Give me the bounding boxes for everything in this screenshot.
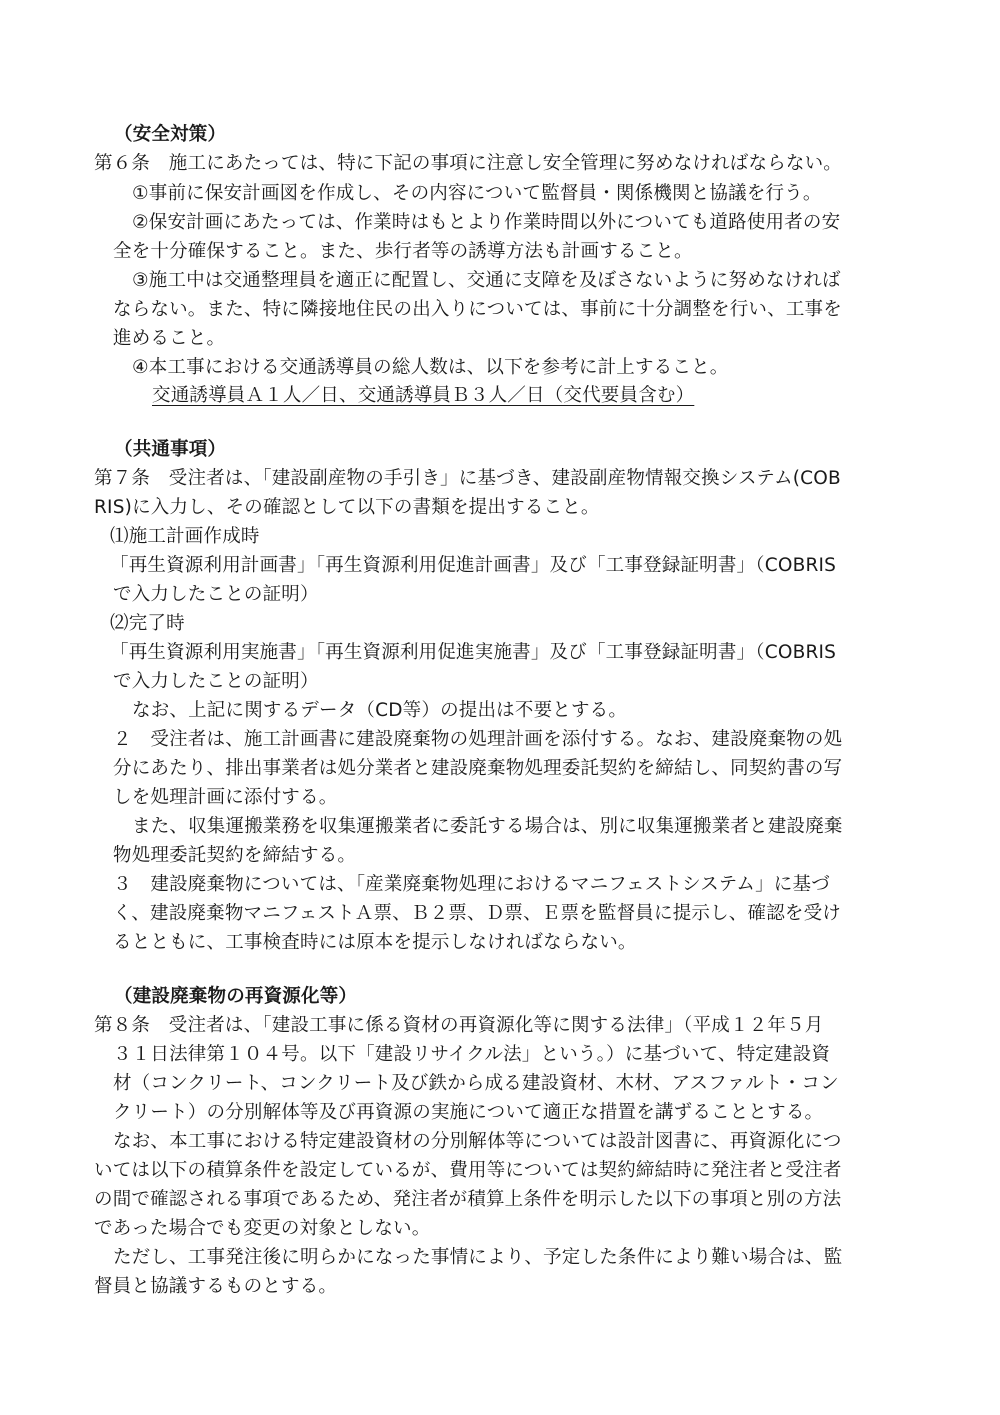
section-heading-recycling: （建設廃棄物の再資源化等）	[114, 986, 358, 1007]
article-7-line: RIS)に入力し、その確認として以下の書類を提出すること。	[94, 497, 600, 518]
article-7-sub-2-docs: 「再生資源利用実施書」「再生資源利用促進実施書」及び「工事登録証明書」（COBRIS	[110, 642, 837, 663]
article-6-item-4: ④本工事における交通誘導員の総人数は、以下を参考に計上すること。	[132, 357, 729, 378]
article-7-para-2: ２ 受注者は、施工計画書に建設廃棄物の処理計画を添付する。なお、建設廃棄物の処	[113, 729, 843, 750]
article-6-line: 第６条 施工にあたっては、特に下記の事項に注意し安全管理に努めなければならない。	[94, 153, 843, 174]
article-6-item-2: ②保安計画にあたっては、作業時はもとより作業時間以外についても道路使用者の安	[132, 212, 841, 233]
article-6-item-3: ③施工中は交通整理員を適正に配置し、交通に支障を及ぼさないように努めなければ	[132, 270, 841, 291]
article-8-proviso: ただし、工事発注後に明らかになった事情により、予定した条件により難い場合は、監	[113, 1247, 843, 1268]
article-8-line-cont: クリート）の分別解体等及び再資源の実施について適正な措置を講ずることとする。	[113, 1102, 824, 1123]
article-7-sub-1: ⑴施工計画作成時	[110, 526, 260, 547]
article-8-line: 第８条 受注者は、「建設工事に係る資材の再資源化等に関する法律」（平成１２年５月	[94, 1015, 824, 1036]
article-7-para-2-also-cont: 物処理委託契約を締結する。	[113, 845, 357, 866]
article-7-line: 第７条 受注者は、「建設副産物の手引き」に基づき、建設副産物情報交換システム(COB	[94, 468, 841, 489]
traffic-guard-count: 交通誘導員Ａ１人／日、交通誘導員Ｂ３人／日（交代要員含む）	[152, 385, 695, 406]
section-heading-common: （共通事項）	[114, 439, 227, 460]
article-7-para-3: ３ 建設廃棄物については、「産業廃棄物処理におけるマニフェストシステム」に基づ	[113, 874, 830, 895]
article-7-note: なお、上記に関するデータ（CD等）の提出は不要とする。	[132, 700, 628, 721]
section-heading-safety: （安全対策）	[114, 124, 227, 145]
article-7-sub-1-docs: 「再生資源利用計画書」「再生資源利用促進計画書」及び「工事登録証明書」（COBRIS	[110, 555, 837, 576]
article-7-sub-2: ⑵完了時	[110, 613, 185, 634]
article-7-sub-1-docs-cont: で入力したことの証明）	[113, 584, 319, 605]
article-8-proviso-cont: 督員と協議するものとする。	[94, 1276, 338, 1297]
article-8-note-cont: の間で確認される事項であるため、発注者が積算上条件を明示した以下の事項と別の方法	[94, 1189, 842, 1210]
article-7-para-3-cont: く、建設廃棄物マニフェストＡ票、Ｂ２票、Ｄ票、Ｅ票を監督員に提示し、確認を受け	[113, 903, 842, 924]
article-6-item-3-cont: ならない。また、特に隣接地住民の出入りについては、事前に十分調整を行い、工事を	[113, 299, 842, 320]
article-7-para-2-also: また、収集運搬業務を収集運搬業者に委託する場合は、別に収集運搬業者と建設廃棄	[132, 816, 843, 837]
article-8-note-cont: であった場合でも変更の対象としない。	[94, 1218, 431, 1239]
article-6-item-1: ①事前に保安計画図を作成し、その内容について監督員・関係機関と協議を行う。	[132, 183, 822, 204]
article-7-sub-2-docs-cont: で入力したことの証明）	[113, 671, 319, 692]
article-7-para-2-cont: しを処理計画に添付する。	[113, 787, 338, 808]
article-8-line-cont: ３１日法律第１０４号。以下「建設リサイクル法」という。）に基づいて、特定建設資	[113, 1044, 831, 1065]
article-7-para-2-cont: 分にあたり、排出事業者は処分業者と建設廃棄物処理委託契約を締結し、同契約書の写	[113, 758, 843, 779]
article-6-item-2-cont: 全を十分確保すること。また、歩行者等の誘導方法も計画すること。	[113, 241, 693, 262]
article-8-line-cont: 材（コンクリート、コンクリート及び鉄から成る建設資材、木材、アスファルト・コン	[113, 1073, 839, 1094]
article-8-note: なお、本工事における特定建設資材の分別解体等については設計図書に、再資源化につ	[113, 1131, 842, 1152]
article-7-para-3-cont: るとともに、工事検査時には原本を提示しなければならない。	[113, 932, 637, 953]
article-8-note-cont: いては以下の積算条件を設定しているが、費用等については契約締結時に発注者と受注者	[94, 1160, 842, 1181]
article-6-item-3-cont: 進めること。	[113, 328, 226, 349]
